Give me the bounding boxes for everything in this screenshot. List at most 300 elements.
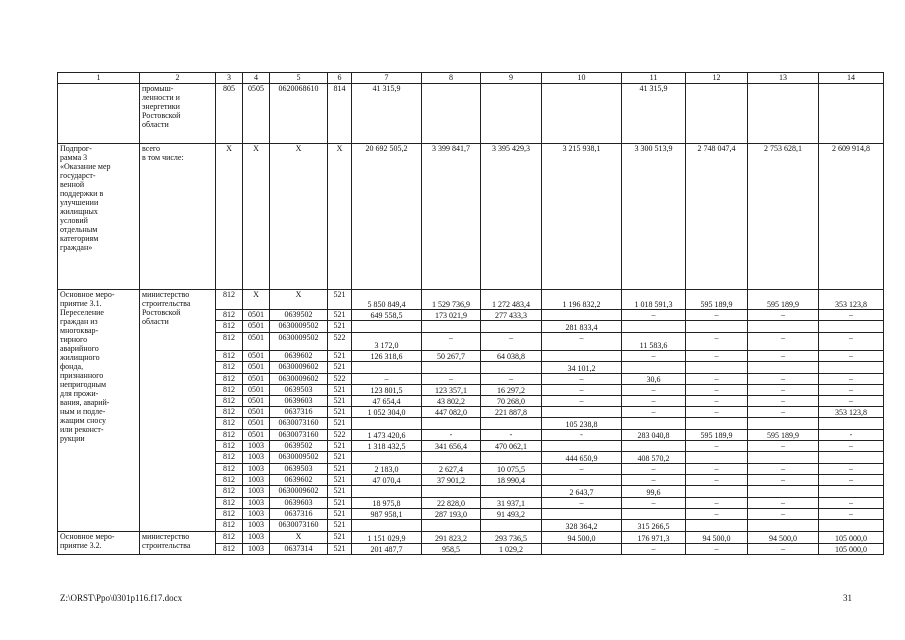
table-cell bbox=[819, 452, 884, 464]
table-cell bbox=[686, 418, 748, 430]
table-cell: 812 bbox=[216, 310, 243, 321]
table-cell bbox=[686, 362, 748, 374]
table-cell: – bbox=[748, 385, 819, 396]
table-cell: 3 172,0 bbox=[352, 333, 422, 351]
table-cell: 812 bbox=[216, 430, 243, 441]
table-cell: – bbox=[748, 464, 819, 475]
table-cell: 0639503 bbox=[270, 385, 328, 396]
table-cell: 2 609 914,8 bbox=[819, 144, 884, 290]
table-cell: 987 958,1 bbox=[352, 509, 422, 520]
table-cell: 123 801,5 bbox=[352, 385, 422, 396]
table-cell bbox=[686, 520, 748, 532]
table-cell: 521 bbox=[328, 452, 352, 464]
table-cell: 521 bbox=[328, 486, 352, 498]
table-cell: 0630009502 bbox=[270, 321, 328, 333]
table-cell: 0630009602 bbox=[270, 486, 328, 498]
table-cell bbox=[422, 520, 481, 532]
table-cell: 812 bbox=[216, 418, 243, 430]
table-cell: 0501 bbox=[243, 418, 270, 430]
program-name-cell: Подпрог- рамма 3 «Оказание мер государст- венной поддержки в улучшении жилищных условий отдельным категориям граждан» bbox=[58, 144, 140, 290]
table-cell: 18 990,4 bbox=[481, 475, 542, 486]
table-cell bbox=[422, 84, 481, 144]
table-cell: – bbox=[686, 475, 748, 486]
table-cell bbox=[819, 486, 884, 498]
table-cell: 3 300 513,9 bbox=[622, 144, 686, 290]
table-cell: – bbox=[686, 385, 748, 396]
table-cell: 521 bbox=[328, 290, 352, 310]
table-cell: 18 975,8 bbox=[352, 498, 422, 509]
table-cell: 16 297,2 bbox=[481, 385, 542, 396]
table-cell: – bbox=[819, 509, 884, 520]
table-cell: 1003 bbox=[243, 520, 270, 532]
table-cell bbox=[686, 452, 748, 464]
table-cell: 31 937,1 bbox=[481, 498, 542, 509]
program-name-cell bbox=[58, 84, 140, 144]
table-cell: - bbox=[819, 430, 884, 441]
table-cell bbox=[352, 418, 422, 430]
table-cell: 0630073160 bbox=[270, 418, 328, 430]
table-cell: 521 bbox=[328, 385, 352, 396]
table-cell bbox=[352, 321, 422, 333]
page-number: 31 bbox=[843, 593, 852, 603]
table-cell: 408 570,2 bbox=[622, 452, 686, 464]
column-header: 14 bbox=[819, 73, 884, 84]
table-cell: 812 bbox=[216, 407, 243, 418]
table-cell: 1 473 420,6 bbox=[352, 430, 422, 441]
table-cell: 34 101,2 bbox=[542, 362, 622, 374]
table-cell: 812 bbox=[216, 509, 243, 520]
table-cell: – bbox=[542, 464, 622, 475]
table-cell: 812 bbox=[216, 464, 243, 475]
table-cell: – bbox=[622, 464, 686, 475]
table-cell: 1003 bbox=[243, 498, 270, 509]
table-cell: 521 bbox=[328, 498, 352, 509]
table-cell: – bbox=[686, 310, 748, 321]
table-cell: 522 bbox=[328, 333, 352, 351]
table-cell: 105 000,0 bbox=[819, 544, 884, 555]
table-cell bbox=[622, 418, 686, 430]
table-cell bbox=[542, 441, 622, 452]
table-cell bbox=[542, 475, 622, 486]
table-cell: 812 bbox=[216, 441, 243, 452]
table-cell: 0639602 bbox=[270, 351, 328, 362]
table-cell bbox=[819, 520, 884, 532]
table-cell: 2 627,4 bbox=[422, 464, 481, 475]
table-cell: 5 850 849,4 bbox=[352, 290, 422, 310]
table-cell: 99,6 bbox=[622, 486, 686, 498]
table-cell: 521 bbox=[328, 310, 352, 321]
table-cell: 521 bbox=[328, 362, 352, 374]
table-cell: 1003 bbox=[243, 486, 270, 498]
table-cell: – bbox=[686, 333, 748, 351]
table-cell: 521 bbox=[328, 441, 352, 452]
table-cell: 94 500,0 bbox=[748, 532, 819, 544]
table-cell: 94 500,0 bbox=[686, 532, 748, 544]
table-cell: 595 189,9 bbox=[686, 290, 748, 310]
table-cell: 0637316 bbox=[270, 407, 328, 418]
table-cell bbox=[819, 321, 884, 333]
table-cell: 353 123,8 bbox=[819, 290, 884, 310]
table-cell: – bbox=[686, 498, 748, 509]
table-cell: 0501 bbox=[243, 430, 270, 441]
table-cell: – bbox=[748, 333, 819, 351]
table-cell: 444 650,9 bbox=[542, 452, 622, 464]
table-cell: - bbox=[481, 430, 542, 441]
table-cell: 812 bbox=[216, 486, 243, 498]
table-cell: 41 315,9 bbox=[622, 84, 686, 144]
table-cell: - bbox=[542, 430, 622, 441]
table-cell: 3 395 429,3 bbox=[481, 144, 542, 290]
table-cell: 22 828,0 bbox=[422, 498, 481, 509]
table-cell: 0637314 bbox=[270, 544, 328, 555]
table-cell: 812 bbox=[216, 498, 243, 509]
table-cell: 0637316 bbox=[270, 509, 328, 520]
table-cell: – bbox=[481, 333, 542, 351]
table-cell: 0639503 bbox=[270, 464, 328, 475]
table-cell: 522 bbox=[328, 374, 352, 385]
table-cell: – bbox=[819, 333, 884, 351]
table-cell bbox=[748, 362, 819, 374]
table-cell: 11 583,6 bbox=[622, 333, 686, 351]
column-header: 2 bbox=[140, 73, 216, 84]
table-cell bbox=[622, 441, 686, 452]
program-name-cell: Основное меро- приятие 3.2. bbox=[58, 532, 140, 555]
table-cell: – bbox=[748, 396, 819, 407]
column-header: 3 bbox=[216, 73, 243, 84]
table-cell: 0501 bbox=[243, 407, 270, 418]
table-cell: – bbox=[622, 396, 686, 407]
table-cell: 1003 bbox=[243, 441, 270, 452]
table-cell bbox=[481, 452, 542, 464]
table-cell: – bbox=[686, 464, 748, 475]
table-cell: 20 692 505,2 bbox=[352, 144, 422, 290]
table-cell: 0501 bbox=[243, 321, 270, 333]
table-cell: 70 268,0 bbox=[481, 396, 542, 407]
table-cell: 0501 bbox=[243, 333, 270, 351]
table-cell: 1 529 736,9 bbox=[422, 290, 481, 310]
column-header: 7 bbox=[352, 73, 422, 84]
table-cell bbox=[748, 321, 819, 333]
budget-table bbox=[57, 72, 884, 555]
table-cell: 105 238,8 bbox=[542, 418, 622, 430]
table-cell: – bbox=[422, 333, 481, 351]
table-cell: 0501 bbox=[243, 385, 270, 396]
program-name-cell: Основное меро- приятие 3.1. Переселение граждан из многоквар- тирного аварийного жилищного фонда, признанного непригодным для прожи- вания, аварий- ным и подле- жащим сносу или реконст- рукции bbox=[58, 290, 140, 532]
table-cell: 353 123,8 bbox=[819, 407, 884, 418]
table-cell: – bbox=[622, 385, 686, 396]
table-cell: 41 315,9 bbox=[352, 84, 422, 144]
table-cell: 521 bbox=[328, 321, 352, 333]
table-cell: X bbox=[270, 144, 328, 290]
file-path: Z:\ORST\Ppo\0301p116.f17.docx bbox=[60, 593, 183, 603]
table-cell: 10 075,5 bbox=[481, 464, 542, 475]
table-cell bbox=[748, 418, 819, 430]
table-cell: 0501 bbox=[243, 310, 270, 321]
table-cell: 595 189,9 bbox=[748, 290, 819, 310]
table-cell: 595 189,9 bbox=[686, 430, 748, 441]
executor-cell: министерство строительства Ростовской области bbox=[140, 290, 216, 532]
table-cell bbox=[819, 418, 884, 430]
table-cell bbox=[748, 486, 819, 498]
table-cell bbox=[748, 84, 819, 144]
table-cell: – bbox=[686, 396, 748, 407]
table-cell: 1003 bbox=[243, 509, 270, 520]
table-cell: 0630009502 bbox=[270, 452, 328, 464]
table-cell: 281 833,4 bbox=[542, 321, 622, 333]
table-cell: 958,5 bbox=[422, 544, 481, 555]
table-cell: 649 558,5 bbox=[352, 310, 422, 321]
table-cell: – bbox=[622, 498, 686, 509]
table-cell: 173 021,9 bbox=[422, 310, 481, 321]
table-cell: – bbox=[819, 351, 884, 362]
table-cell: 64 038,8 bbox=[481, 351, 542, 362]
table-cell: – bbox=[352, 374, 422, 385]
table-cell: – bbox=[622, 544, 686, 555]
table-cell: 50 267,7 bbox=[422, 351, 481, 362]
table-cell: 812 bbox=[216, 532, 243, 544]
table-cell bbox=[542, 351, 622, 362]
table-cell bbox=[542, 407, 622, 418]
table-cell: 2 753 628,1 bbox=[748, 144, 819, 290]
table-cell: 315 266,5 bbox=[622, 520, 686, 532]
table-cell: – bbox=[748, 374, 819, 385]
table-cell: 812 bbox=[216, 452, 243, 464]
table-cell: – bbox=[819, 374, 884, 385]
table-cell: 221 887,8 bbox=[481, 407, 542, 418]
table-cell: 521 bbox=[328, 509, 352, 520]
table-cell: 1003 bbox=[243, 532, 270, 544]
table-cell bbox=[481, 520, 542, 532]
table-cell: 521 bbox=[328, 544, 352, 555]
table-cell bbox=[422, 418, 481, 430]
table-cell: 2 748 047,4 bbox=[686, 144, 748, 290]
table-cell: – bbox=[748, 475, 819, 486]
column-header: 11 bbox=[622, 73, 686, 84]
table-cell: – bbox=[748, 310, 819, 321]
table-cell: 0501 bbox=[243, 374, 270, 385]
table-cell bbox=[622, 509, 686, 520]
table-cell: 0639502 bbox=[270, 441, 328, 452]
table-cell bbox=[422, 452, 481, 464]
table-cell: – bbox=[748, 509, 819, 520]
table-cell: X bbox=[270, 532, 328, 544]
table-cell: 43 802,2 bbox=[422, 396, 481, 407]
table-row bbox=[58, 144, 884, 290]
table-cell: – bbox=[686, 351, 748, 362]
table-cell: 287 193,0 bbox=[422, 509, 481, 520]
table-cell: 105 000,0 bbox=[819, 532, 884, 544]
table-cell: 0639603 bbox=[270, 396, 328, 407]
table-cell bbox=[481, 418, 542, 430]
table-cell bbox=[352, 452, 422, 464]
header-row bbox=[58, 73, 884, 84]
table-cell: X bbox=[270, 290, 328, 310]
executor-cell: всего в том числе: bbox=[140, 144, 216, 290]
table-cell: 1 151 029,9 bbox=[352, 532, 422, 544]
column-header: 8 bbox=[422, 73, 481, 84]
table-cell: 812 bbox=[216, 333, 243, 351]
table-cell bbox=[622, 362, 686, 374]
table-cell: 521 bbox=[328, 532, 352, 544]
table-cell: – bbox=[819, 475, 884, 486]
column-header: 9 bbox=[481, 73, 542, 84]
table-cell: 2 643,7 bbox=[542, 486, 622, 498]
table-cell: – bbox=[622, 407, 686, 418]
table-cell: – bbox=[686, 509, 748, 520]
table-cell: 291 823,2 bbox=[422, 532, 481, 544]
table-cell: 814 bbox=[328, 84, 352, 144]
table-cell bbox=[352, 486, 422, 498]
table-cell: - bbox=[422, 430, 481, 441]
table-cell: – bbox=[542, 333, 622, 351]
table-cell: – bbox=[819, 498, 884, 509]
table-cell: 812 bbox=[216, 396, 243, 407]
table-cell: – bbox=[748, 407, 819, 418]
executor-cell: промыш- ленности и энергетики Ростовской области bbox=[140, 84, 216, 144]
table-cell: – bbox=[686, 407, 748, 418]
table-cell: 521 bbox=[328, 418, 352, 430]
table-cell bbox=[422, 321, 481, 333]
table-cell: 1003 bbox=[243, 452, 270, 464]
table-cell: – bbox=[422, 374, 481, 385]
table-cell: – bbox=[748, 441, 819, 452]
table-cell: 91 493,2 bbox=[481, 509, 542, 520]
table-cell bbox=[542, 84, 622, 144]
table-cell: 447 082,0 bbox=[422, 407, 481, 418]
table-cell: – bbox=[819, 310, 884, 321]
table-cell bbox=[686, 486, 748, 498]
table-cell: 1 052 304,0 bbox=[352, 407, 422, 418]
table-cell: X bbox=[243, 290, 270, 310]
table-cell: 812 bbox=[216, 374, 243, 385]
table-cell: 293 736,5 bbox=[481, 532, 542, 544]
table-cell: 0630009502 bbox=[270, 333, 328, 351]
table-cell: 1 272 483,4 bbox=[481, 290, 542, 310]
table-cell: 521 bbox=[328, 351, 352, 362]
column-header: 10 bbox=[542, 73, 622, 84]
table-cell: 3 215 938,1 bbox=[542, 144, 622, 290]
table-cell: – bbox=[542, 374, 622, 385]
table-cell: – bbox=[622, 310, 686, 321]
table-row bbox=[58, 532, 884, 544]
table-cell: 812 bbox=[216, 475, 243, 486]
table-cell: – bbox=[686, 374, 748, 385]
table-cell: 0630073160 bbox=[270, 430, 328, 441]
table-cell: 812 bbox=[216, 351, 243, 362]
table-cell: 0639603 bbox=[270, 498, 328, 509]
table-cell: 1003 bbox=[243, 475, 270, 486]
table-cell: 1 029,2 bbox=[481, 544, 542, 555]
table-cell: 1 018 591,3 bbox=[622, 290, 686, 310]
column-header: 1 bbox=[58, 73, 140, 84]
table-cell bbox=[481, 321, 542, 333]
table-cell: – bbox=[622, 475, 686, 486]
table-cell: 1 196 832,2 bbox=[542, 290, 622, 310]
table-cell bbox=[352, 362, 422, 374]
table-cell: 341 656,4 bbox=[422, 441, 481, 452]
table-cell: 0501 bbox=[243, 362, 270, 374]
table-cell: 595 189,9 bbox=[748, 430, 819, 441]
table-cell: 123 357,1 bbox=[422, 385, 481, 396]
table-cell: – bbox=[542, 385, 622, 396]
table-cell: 126 318,6 bbox=[352, 351, 422, 362]
table-row bbox=[58, 84, 884, 144]
table-cell: – bbox=[748, 544, 819, 555]
table-cell: X bbox=[243, 144, 270, 290]
table-cell: – bbox=[748, 351, 819, 362]
table-cell: – bbox=[686, 441, 748, 452]
table-cell: 521 bbox=[328, 396, 352, 407]
table-cell bbox=[686, 321, 748, 333]
table-cell: – bbox=[542, 396, 622, 407]
table-cell bbox=[686, 84, 748, 144]
table-cell: – bbox=[481, 374, 542, 385]
table-cell bbox=[542, 509, 622, 520]
table-cell: 1 318 432,5 bbox=[352, 441, 422, 452]
table-cell: 805 bbox=[216, 84, 243, 144]
table-cell bbox=[481, 84, 542, 144]
table-cell: 0639602 bbox=[270, 475, 328, 486]
table-cell bbox=[481, 486, 542, 498]
table-cell: 277 433,3 bbox=[481, 310, 542, 321]
table-cell: 47 070,4 bbox=[352, 475, 422, 486]
table-row bbox=[58, 290, 884, 310]
table-cell: 94 500,0 bbox=[542, 532, 622, 544]
table-cell: 812 bbox=[216, 385, 243, 396]
table-cell: 0505 bbox=[243, 84, 270, 144]
table-cell bbox=[422, 362, 481, 374]
table-cell: 1003 bbox=[243, 464, 270, 475]
table-cell: 47 654,4 bbox=[352, 396, 422, 407]
table-cell: 812 bbox=[216, 290, 243, 310]
table-cell: 812 bbox=[216, 362, 243, 374]
table-cell: X bbox=[216, 144, 243, 290]
table-cell: – bbox=[686, 544, 748, 555]
table-cell: 521 bbox=[328, 464, 352, 475]
table-cell: – bbox=[819, 385, 884, 396]
table-cell: 37 901,2 bbox=[422, 475, 481, 486]
column-header: 4 bbox=[243, 73, 270, 84]
table-cell bbox=[422, 486, 481, 498]
table-cell: 522 bbox=[328, 430, 352, 441]
table-cell: – bbox=[819, 464, 884, 475]
table-cell: 521 bbox=[328, 475, 352, 486]
table-cell: – bbox=[819, 396, 884, 407]
table-cell: 176 971,3 bbox=[622, 532, 686, 544]
table-cell: – bbox=[748, 498, 819, 509]
table-cell bbox=[748, 520, 819, 532]
table-cell bbox=[542, 310, 622, 321]
table-cell: 0501 bbox=[243, 351, 270, 362]
table-cell: 283 040,8 bbox=[622, 430, 686, 441]
column-header: 12 bbox=[686, 73, 748, 84]
table-cell: 470 062,1 bbox=[481, 441, 542, 452]
table-cell bbox=[819, 84, 884, 144]
table-cell: 521 bbox=[328, 520, 352, 532]
table-cell bbox=[622, 321, 686, 333]
table-cell bbox=[481, 362, 542, 374]
table-cell: 2 183,0 bbox=[352, 464, 422, 475]
table-cell: 521 bbox=[328, 407, 352, 418]
table-cell: 0630009602 bbox=[270, 374, 328, 385]
table-cell: – bbox=[819, 441, 884, 452]
table-cell: 328 364,2 bbox=[542, 520, 622, 532]
table-cell: – bbox=[542, 498, 622, 509]
table-cell: 3 399 841,7 bbox=[422, 144, 481, 290]
table-cell: 1003 bbox=[243, 544, 270, 555]
table-cell: 0639502 bbox=[270, 310, 328, 321]
executor-cell: министерство строительства bbox=[140, 532, 216, 555]
